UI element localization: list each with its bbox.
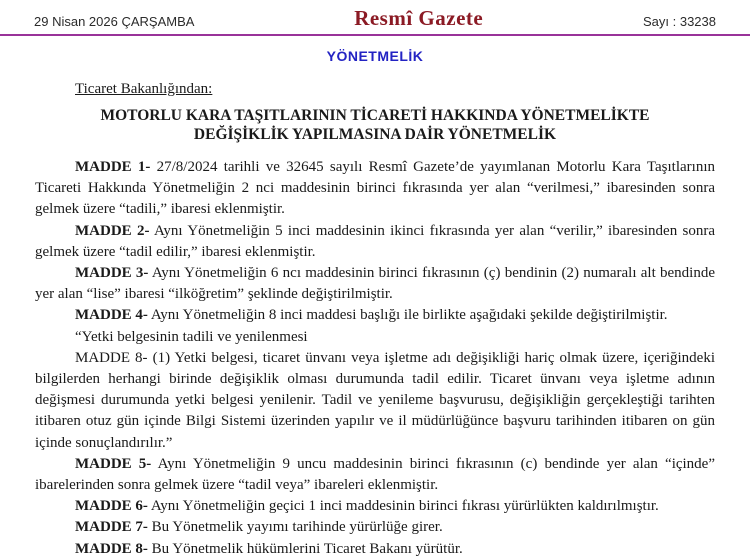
- article-number: MADDE 7-: [75, 519, 148, 536]
- article-text: Aynı Yönetmeliğin 8 inci maddesi başlığı ile birlikte aşağıdaki şekilde değiştirilmiştir.: [147, 307, 668, 324]
- regulation-title-line-1: MOTORLU KARA TAŞITLARININ TİCARETİ HAKKINDA YÖNETMELİKTE: [100, 107, 650, 124]
- paragraph-quoted-madde-8: [35, 348, 715, 454]
- paragraph-madde-8: [35, 539, 715, 560]
- regulation-title: [35, 106, 715, 144]
- document-content: [0, 81, 750, 560]
- article-number: MADDE 3-: [75, 265, 149, 282]
- article-text: Aynı Yönetmeliğin geçici 1 inci maddesinin birinci fıkrası yürürlükten kaldırılmıştır.: [147, 498, 659, 515]
- article-text: Aynı Yönetmeliğin 5 inci maddesinin ikinci fıkrasında yer alan “verilir,” ibaresinden sonra gelmek üzere “tadil edilir,” ibaresi eklenmiştir.: [35, 222, 715, 260]
- article-number: MADDE 6-: [75, 498, 148, 515]
- article-number: MADDE 8-: [75, 540, 148, 557]
- paragraph-madde-1: [35, 157, 715, 221]
- paragraph-madde-7: [35, 517, 715, 538]
- article-text: Bu Yönetmelik yayımı tarihinde yürürlüğe girer.: [147, 519, 443, 536]
- paragraph-madde-4: [35, 305, 715, 326]
- article-number: MADDE 2-: [75, 222, 150, 239]
- issuing-authority: Ticaret Bakanlığından:: [75, 81, 213, 97]
- paragraph-quoted-heading: [35, 327, 715, 348]
- paragraph-madde-5: [35, 454, 715, 496]
- section-label-yonetmelik: YÖNETMELİK: [326, 48, 424, 64]
- article-number: MADDE 1-: [75, 159, 151, 175]
- gazette-issue-number: Sayı : 33238: [642, 14, 716, 29]
- article-text: 27/8/2024 tarihli ve 32645 sayılı Resmî Gazete’de yayımlanan Motorlu Kara Taşıtlarının Ticareti Hakkında Yönetmeliğin 2 nci maddesinin birinci fıkrasında yer alan “verilmesi,” ibaresinden sonra gelmek üzere “tadili,” ibaresi eklenmiştir.: [35, 159, 715, 218]
- gazette-masthead-title: Resmî Gazete: [354, 6, 484, 30]
- article-text: Aynı Yönetmeliğin 6 ncı maddesinin birinci fıkrasının (ç) bendinin (2) numaralı alt bendinde yer alan “lise” ibaresi “ilköğretim” şeklinde değiştirilmiştir.: [35, 265, 715, 303]
- article-text: Aynı Yönetmeliğin 9 uncu maddesinin birinci fıkrasının (c) bendinde yer alan “içinde” ibarelerinden sonra gelmek üzere “tadil veya” ibareleri eklenmiştir.: [35, 455, 715, 494]
- article-text: MADDE 8- (1) Yetki belgesi, ticaret ünvanı veya işletme adı değişikliği hariç olmak üzere, içeriğindeki bilgilerden herhangi birinde değişiklik olması durumunda tadil edilir. Ticaret ünvanı veya işletme adının değişmesi durumunda yetki belgesi yenilenir. Tadil ve yenileme başvurusu, değişikliğin gerçekleştiği tarihten itibaren otuz gün içinde Bilgi Sistemi üzerinden yapılır ve il müdürlüğünce başvuru tarihinden itibaren on gün içinde sonuçlandırılır.”: [35, 349, 715, 451]
- paragraph-madde-2: [35, 221, 715, 263]
- article-text: “Yetki belgesinin tadili ve yenilenmesi: [75, 328, 308, 345]
- article-number: MADDE 5-: [75, 455, 152, 472]
- gazette-masthead: [0, 0, 750, 36]
- gazette-date: 29 Nisan 2026 ÇARŞAMBA: [34, 14, 195, 29]
- paragraph-madde-3: [35, 263, 715, 305]
- regulation-body: [35, 157, 715, 560]
- paragraph-madde-6: [35, 496, 715, 517]
- regulation-title-line-2: DEĞİŞİKLİK YAPILMASINA DAİR YÖNETMELİK: [193, 126, 557, 143]
- article-text: Bu Yönetmelik hükümlerini Ticaret Bakanı yürütür.: [147, 540, 463, 557]
- article-number: MADDE 4-: [75, 307, 148, 324]
